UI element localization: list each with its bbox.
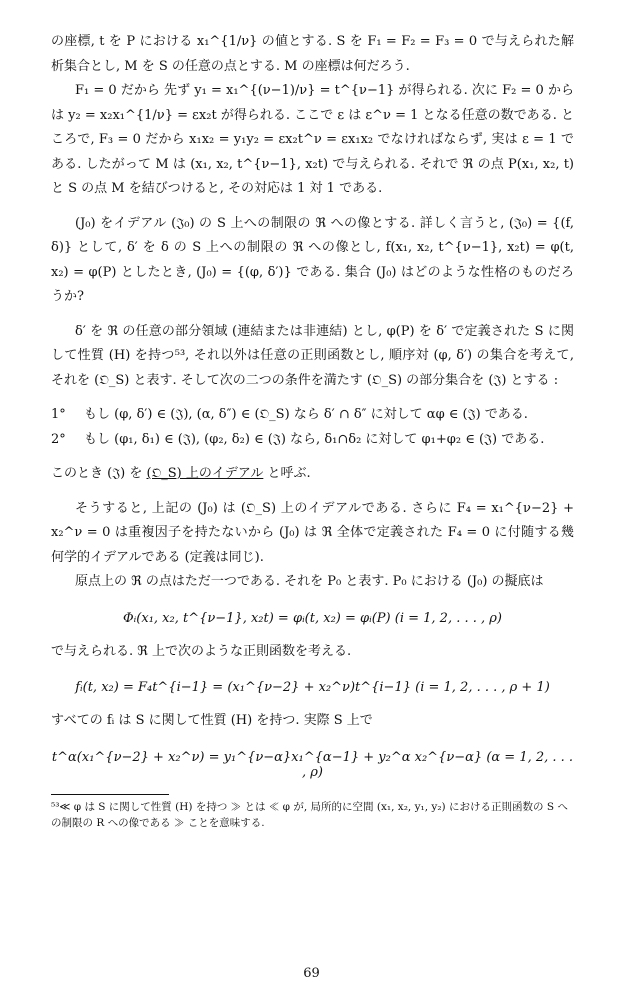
ideal-name-prefix: このとき (𝔍) を [51,466,147,481]
equation-fi: fᵢ(t, x₂) = F₄t^{i−1} = (x₁^{ν−2} + x₂^ν)t^{i−1} (i = 1, 2, . . . , ρ + 1) [75,680,550,695]
paragraph-property-h: すべての fᵢ は S に関して性質 (H) を持つ. 実際 S 上で [51,713,373,728]
equation-pseudobase: Φᵢ(x₁, x₂, t^{ν−1}, x₂t) = φᵢ(t, x₂) = φᵢ(P) (i = 1, 2, . . . , ρ) [123,610,502,626]
equation-identity: t^α(x₁^{ν−2} + x₂^ν) = y₁^{ν−α}x₁^{α−1} + y₂^α x₂^{ν−α} (α = 1, 2, . . . , ρ) [51,749,574,780]
condition-2 [51,428,574,453]
paragraph-derivation: F₁ = 0 だから 先ず y₁ = x₁^{(ν−1)/ν} = t^{ν−1} が得られる. 次に F₂ = 0 からは y₂ = x₂x₁^{1/ν} = εx₂t が得られる. ここで ε は ε^ν = 1 となる任意の数である. ところで, F₃ = 0 だから x₁x₂ = y₁y₂ = εx₂t^ν = εx₁x₂ でなければならず, 実は ε = 1 である. したがって M は (x₁, x₂, t^{ν−1}, x₂t) で与えられる. それで ℜ の点 P(x₁, x₂, t) と S の点 M を結びつけると, その対応は 1 対 1 である. [51,83,574,196]
paragraph-ideal-name [51,462,574,487]
footnote-53: ⁵³≪ φ は S に関して性質 (H) を持つ ≫ とは ≪ φ が, 局所的に空間 (x₁, x₂, y₁, y₂) における正則函数の S への制限の R への像である ≫ ことを意味する. [51,800,568,829]
paragraph-definition: δ′ を ℜ の任意の部分領域 (連結または非連結) とし, φ(P) を δ′ で定義された S に関して性質 (H) を持つ⁵³, それ以外は任意の正則函数とし, 順序対 (φ, δ′) の集合を考えて, それを (𝔒_S) と表す. そして次の二つの条件を満たす (𝔒_S) の部分集合を (𝔍) とする : [51,323,574,388]
condition-1-number: 1° [51,407,66,422]
ideal-name-suffix: と呼ぶ. [263,466,311,481]
paragraph-coordinates: の座標, t を P における x₁^{1/ν} の値とする. S を F₁ = F₂ = F₃ = 0 で与えられた解析集合とし, M を S の任意の点とする. M の座標は何だろう. [51,34,574,74]
page-number: 69 [303,966,320,981]
ideal-name-term: (𝔒_S) 上のイデアル [146,466,264,481]
condition-2-text: もし (φ₁, δ₁) ∈ (𝔍), (φ₂, δ₂) ∈ (𝔍) なら, δ₁∩δ₂ に対して φ₁+φ₂ ∈ (𝔍) である. [84,431,545,447]
paragraph-geometric-ideal: そうすると, 上記の (J₀) は (𝔒_S) 上のイデアルである. さらに F₄ = x₁^{ν−2} + x₂^ν = 0 は重複因子を持たないから (J₀) は ℜ 全体で定義された F₄ = 0 に付随する幾何学的イデアルである (定義は同じ). [51,500,574,565]
paragraph-image-ideal: (J₀) をイデアル (𝔍₀) の S 上への制限の ℜ への像とする. 詳しく言うと, (𝔍₀) = {(f, δ)} として, δ′ を δ の S 上への制限の ℜ への像とし, f(x₁, x₂, t^{ν−1}, x₂t) = φ(t, x₂) = φ(P) としたとき, (J₀) = {(φ, δ′)} である. 集合 (J₀) はどのような性格のものだろうか? [51,215,574,304]
paragraph-holomorphic: で与えられる. ℜ 上で次のような正則函数を考える. [51,643,352,659]
condition-1 [51,403,574,428]
condition-2-number: 2° [51,431,66,447]
paragraph-pseudobase: 原点上の ℜ の点はただ一つである. それを P₀ と表す. P₀ における (J₀) の擬底は [75,574,544,589]
condition-1-text: もし (φ, δ′) ∈ (𝔍), (α, δ″) ∈ (𝔒_S) なら δ′ ∩ δ″ に対して αφ ∈ (𝔍) である. [84,407,528,422]
footnote-rule [51,794,169,795]
